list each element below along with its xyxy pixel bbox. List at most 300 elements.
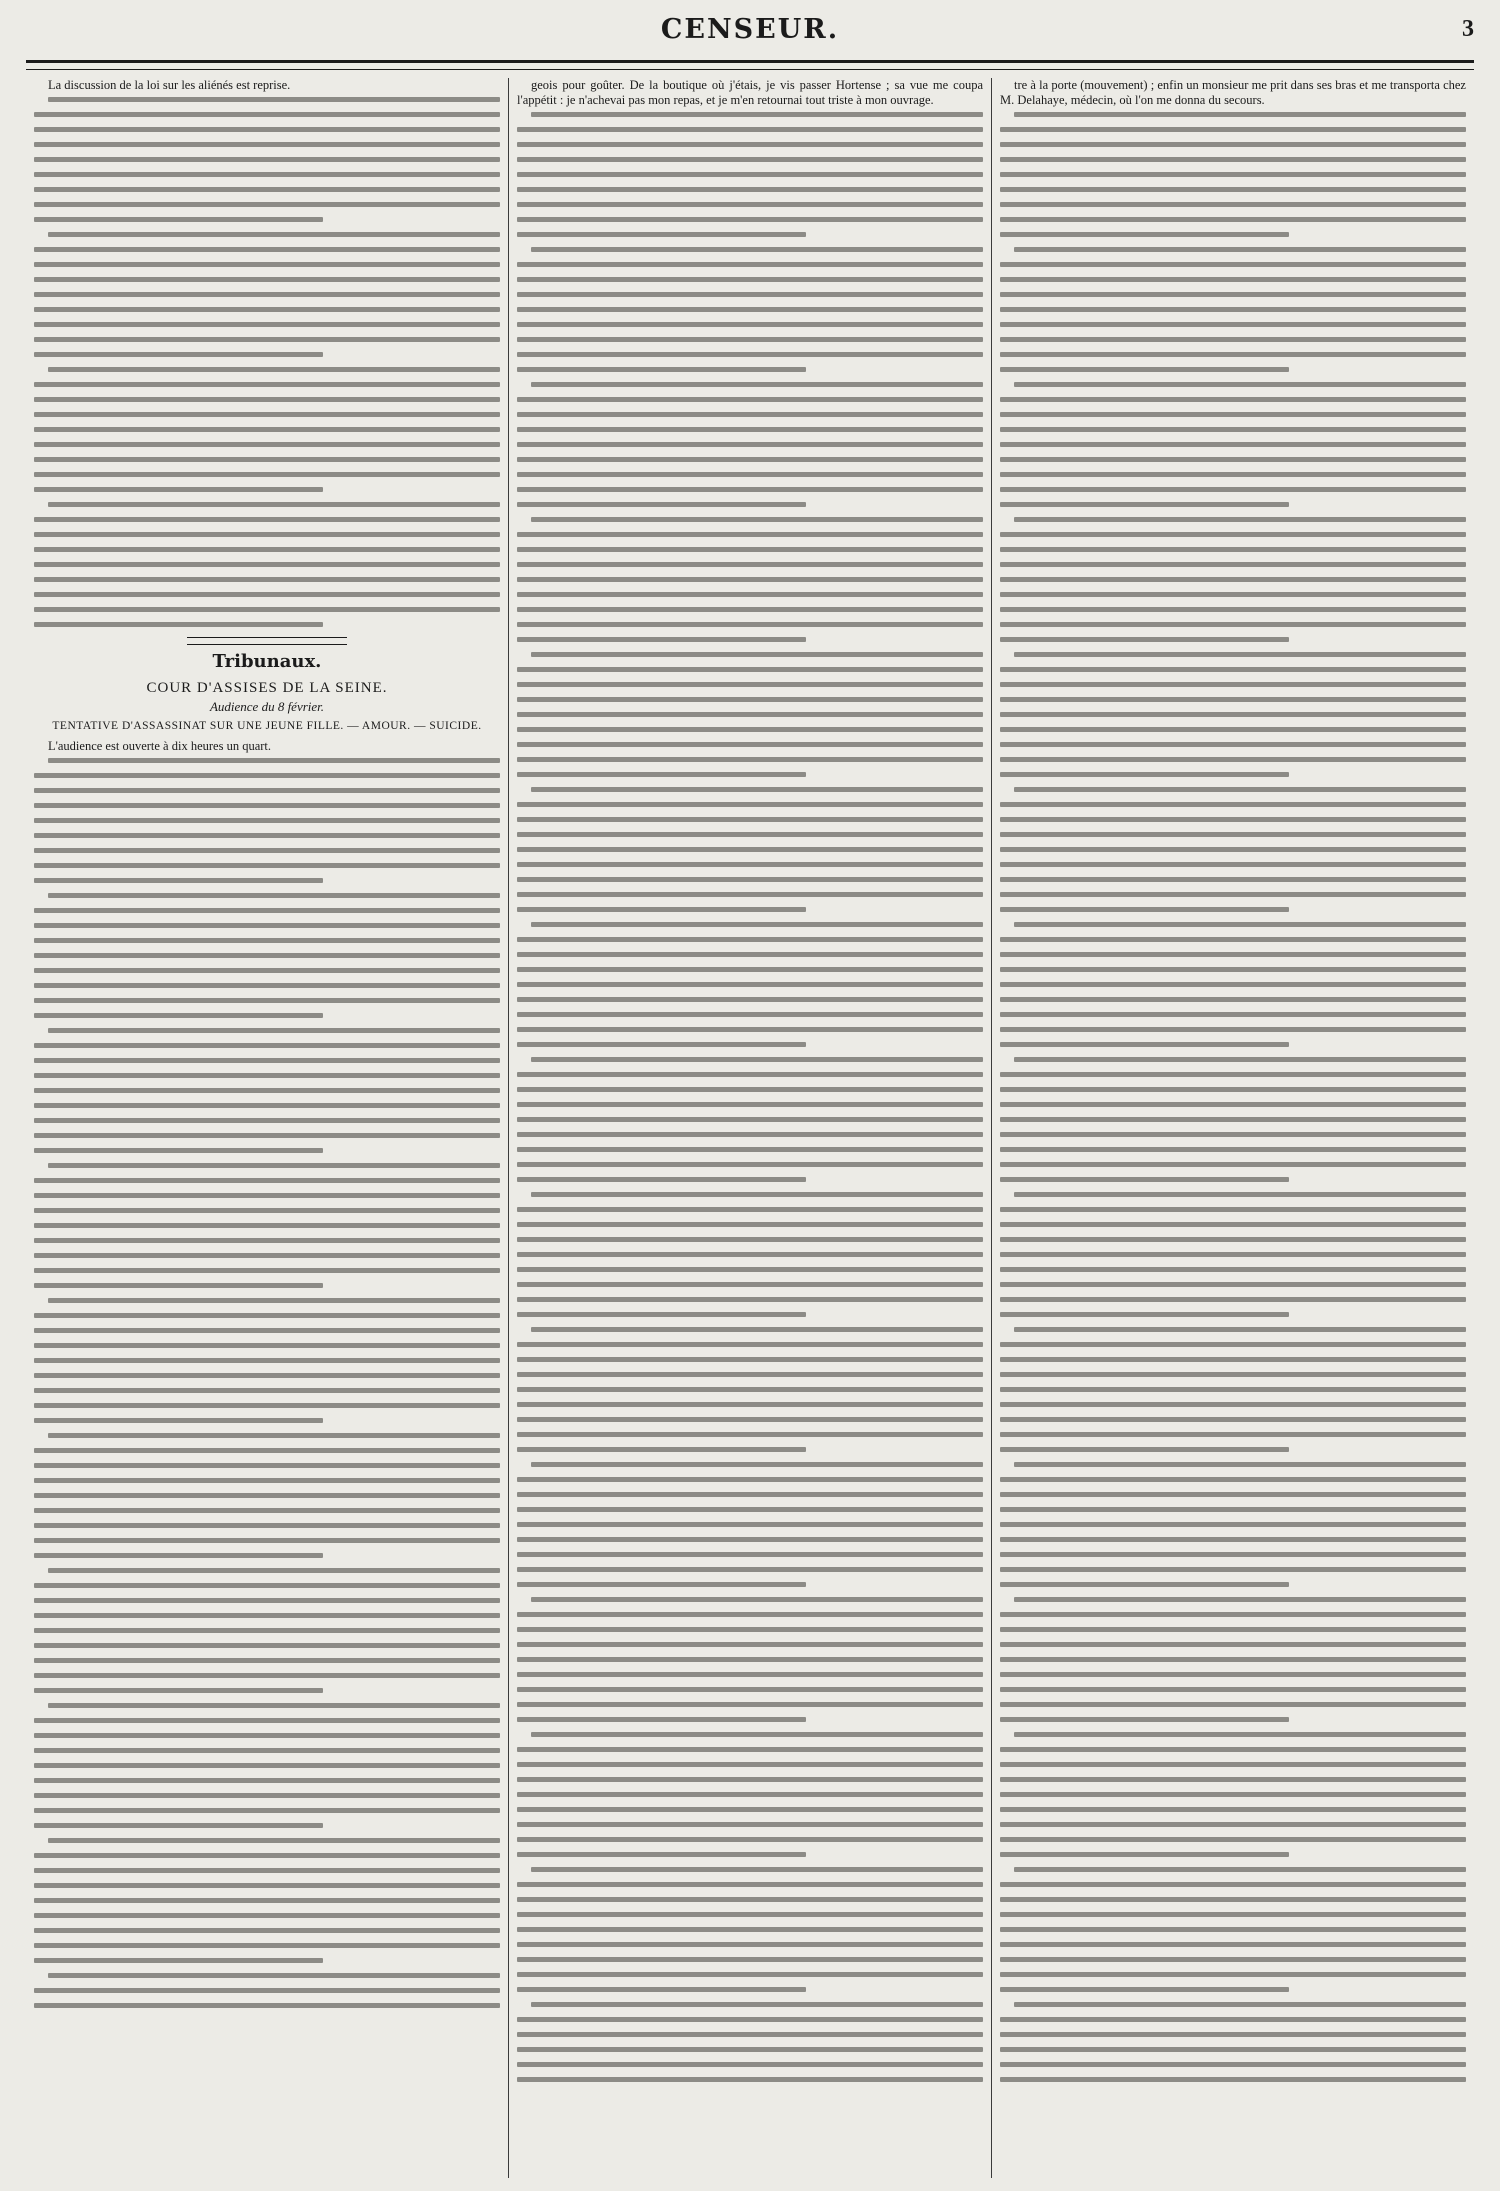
text-line — [517, 1717, 806, 1722]
text-line — [34, 773, 500, 778]
text-line — [34, 382, 500, 387]
text-line — [531, 652, 983, 657]
text-line — [34, 818, 500, 823]
text-line — [1000, 1297, 1466, 1302]
text-line — [517, 352, 983, 357]
text-line — [34, 1688, 323, 1693]
text-line — [34, 112, 500, 117]
text-line — [517, 1852, 806, 1857]
text-line — [34, 1988, 500, 1993]
text-line — [531, 2002, 983, 2007]
text-line — [34, 1073, 500, 1078]
text-line — [1000, 292, 1466, 297]
text-line — [48, 97, 500, 102]
text-line — [34, 1523, 500, 1528]
text-line — [517, 532, 983, 537]
text-line — [1000, 2077, 1466, 2082]
text-line — [34, 998, 500, 1003]
text-line — [1000, 862, 1466, 867]
text-line — [1000, 1282, 1466, 1287]
text-line — [517, 907, 806, 912]
text-line — [517, 742, 983, 747]
text-line — [517, 1417, 983, 1422]
text-line — [517, 1477, 983, 1482]
text-line — [34, 1853, 500, 1858]
column-3 — [991, 78, 1474, 2178]
text-line — [34, 1463, 500, 1468]
text-line — [517, 232, 806, 237]
text-line — [1000, 1342, 1466, 1347]
case-title: TENTATIVE D'ASSASSINAT SUR UNE JEUNE FILLE. — AMOUR. — SUICIDE. — [52, 720, 482, 732]
text-line — [34, 1253, 500, 1258]
text-line — [1000, 2062, 1466, 2067]
text-block — [34, 758, 500, 2008]
text-line — [34, 352, 323, 357]
text-line — [517, 1207, 983, 1212]
text-line — [517, 277, 983, 282]
text-line — [1014, 787, 1466, 792]
text-line — [517, 1627, 983, 1632]
text-line — [517, 1042, 806, 1047]
text-line — [1000, 457, 1466, 462]
text-line — [517, 502, 806, 507]
text-line — [34, 547, 500, 552]
text-line — [1000, 1717, 1289, 1722]
text-line — [517, 1882, 983, 1887]
text-line — [1000, 967, 1466, 972]
text-line — [1000, 1237, 1466, 1242]
text-line — [34, 863, 500, 868]
text-line — [1000, 1252, 1466, 1257]
text-line — [1014, 382, 1466, 387]
text-line — [1000, 2017, 1466, 2022]
text-line — [34, 1808, 500, 1813]
text-line — [517, 2032, 983, 2037]
text-line — [1000, 1387, 1466, 1392]
text-line — [34, 1598, 500, 1603]
text-line — [531, 517, 983, 522]
text-line — [1000, 1912, 1466, 1917]
text-line — [1000, 307, 1466, 312]
text-line — [517, 427, 983, 432]
text-line — [1000, 1687, 1466, 1692]
text-line — [517, 172, 983, 177]
text-line — [34, 1223, 500, 1228]
text-line — [34, 1673, 500, 1678]
text-line — [517, 1147, 983, 1152]
text-line — [517, 622, 983, 627]
text-line — [1000, 1822, 1466, 1827]
text-line — [517, 1822, 983, 1827]
text-line — [517, 1432, 983, 1437]
text-line — [1000, 1102, 1466, 1107]
text-line — [1000, 1177, 1289, 1182]
text-line — [1000, 397, 1466, 402]
text-line — [517, 877, 983, 882]
text-line — [1000, 1267, 1466, 1272]
text-line — [34, 1583, 500, 1588]
text-line — [1000, 742, 1466, 747]
text-line — [517, 1897, 983, 1902]
text-line — [34, 1823, 323, 1828]
text-line — [1000, 1957, 1466, 1962]
text-line — [1000, 937, 1466, 942]
text-line — [1000, 817, 1466, 822]
text-line — [517, 157, 983, 162]
text-line — [1014, 1597, 1466, 1602]
text-line — [34, 908, 500, 913]
text-line — [517, 1132, 983, 1137]
text-line — [1000, 892, 1466, 897]
text-line — [1000, 187, 1466, 192]
text-line — [1000, 1672, 1466, 1677]
text-line — [517, 697, 983, 702]
text-line — [517, 1957, 983, 1962]
text-line — [34, 322, 500, 327]
columns — [26, 78, 1474, 2178]
text-line — [48, 1838, 500, 1843]
text-line — [517, 1267, 983, 1272]
text-line — [517, 1372, 983, 1377]
text-line — [1000, 442, 1466, 447]
text-line — [34, 607, 500, 612]
text-line — [48, 1568, 500, 1573]
text-line — [1014, 922, 1466, 927]
text-line — [517, 547, 983, 552]
text-line — [34, 562, 500, 567]
text-line — [34, 848, 500, 853]
text-line — [1000, 682, 1466, 687]
text-line — [1000, 1777, 1466, 1782]
text-line — [1000, 1042, 1289, 1047]
text-line — [517, 562, 983, 567]
text-line — [1000, 157, 1466, 162]
text-line — [517, 1612, 983, 1617]
text-line — [1000, 727, 1466, 732]
text-line — [34, 1148, 323, 1153]
text-line — [1000, 1117, 1466, 1122]
text-line — [34, 1283, 323, 1288]
text-line — [34, 1208, 500, 1213]
text-line — [1000, 1507, 1466, 1512]
text-line — [517, 322, 983, 327]
audience-date: Audience du 8 février. — [209, 699, 325, 714]
text-line — [34, 1088, 500, 1093]
text-line — [34, 127, 500, 132]
column-2 — [508, 78, 991, 2178]
text-line — [517, 727, 983, 732]
text-line — [34, 878, 323, 883]
text-line — [1000, 472, 1466, 477]
text-line — [34, 1268, 500, 1273]
text-line — [1014, 112, 1466, 117]
section-heading-tribunaux: Tribunaux. — [34, 637, 500, 672]
text-line — [531, 1462, 983, 1467]
text-line — [531, 382, 983, 387]
text-line — [517, 667, 983, 672]
text-line — [34, 157, 500, 162]
text-line — [1000, 1612, 1466, 1617]
text-line — [34, 397, 500, 402]
text-line — [34, 1478, 500, 1483]
text-line — [517, 337, 983, 342]
text-line — [517, 472, 983, 477]
text-line — [34, 1643, 500, 1648]
text-line — [1000, 1432, 1466, 1437]
text-block — [1000, 112, 1466, 2082]
text-line — [1000, 1162, 1466, 1167]
text-line — [517, 1447, 806, 1452]
text-line — [1014, 1192, 1466, 1197]
text-line — [517, 1357, 983, 1362]
text-line — [1000, 532, 1466, 537]
text-line — [1000, 877, 1466, 882]
text-line — [1000, 607, 1466, 612]
text-line — [517, 1837, 983, 1842]
text-line — [1000, 1657, 1466, 1662]
text-line — [517, 1687, 983, 1692]
text-line — [34, 1943, 500, 1948]
text-line — [1000, 1747, 1466, 1752]
text-line — [517, 1807, 983, 1812]
text-line — [1000, 802, 1466, 807]
text-line — [517, 187, 983, 192]
text-line — [517, 817, 983, 822]
text-line — [517, 127, 983, 132]
text-line — [531, 1327, 983, 1332]
text-line — [517, 982, 983, 987]
text-line — [34, 1313, 500, 1318]
text-line — [517, 397, 983, 402]
text-line — [1000, 352, 1466, 357]
text-line — [517, 997, 983, 1002]
text-line — [1000, 1582, 1289, 1587]
text-line — [34, 1343, 500, 1348]
text-line — [1014, 652, 1466, 657]
text-line — [34, 1748, 500, 1753]
text-line — [517, 442, 983, 447]
text-line — [517, 1582, 806, 1587]
text-line — [34, 1778, 500, 1783]
text-line — [1000, 1762, 1466, 1767]
text-line — [1000, 1792, 1466, 1797]
text-line — [531, 247, 983, 252]
text-line — [1000, 592, 1466, 597]
text-line — [1000, 322, 1466, 327]
text-line — [517, 2017, 983, 2022]
text-line — [531, 1732, 983, 1737]
text-line — [1000, 1492, 1466, 1497]
text-line — [517, 1027, 983, 1032]
text-line — [1000, 1567, 1466, 1572]
text-line — [517, 937, 983, 942]
text-line — [1000, 577, 1466, 582]
text-line — [34, 1373, 500, 1378]
text-line — [34, 803, 500, 808]
text-line — [1000, 142, 1466, 147]
text-line — [517, 307, 983, 312]
text-line — [48, 502, 500, 507]
text-line — [34, 1403, 500, 1408]
text-line — [517, 1747, 983, 1752]
text-line — [517, 1012, 983, 1017]
text-line — [34, 1193, 500, 1198]
text-line — [517, 1282, 983, 1287]
text-line — [517, 757, 983, 762]
text-line — [34, 1928, 500, 1933]
column-1 — [26, 78, 508, 2178]
text-line — [1000, 772, 1289, 777]
text-line — [1000, 1897, 1466, 1902]
text-line — [1000, 1942, 1466, 1947]
text-line — [531, 1597, 983, 1602]
text-line — [1000, 847, 1466, 852]
text-line — [517, 1672, 983, 1677]
text-line — [34, 1388, 500, 1393]
text-line — [517, 292, 983, 297]
text-line — [34, 592, 500, 597]
text-line — [1000, 172, 1466, 177]
text-line — [1000, 1372, 1466, 1377]
text-line — [517, 1507, 983, 1512]
text-line — [517, 1237, 983, 1242]
text-line — [34, 472, 500, 477]
text-line — [531, 787, 983, 792]
text-line — [1000, 1357, 1466, 1362]
text-line — [517, 1762, 983, 1767]
text-line — [34, 1328, 500, 1333]
newspaper-title: CENSEUR. — [660, 14, 840, 45]
text-line — [1014, 1867, 1466, 1872]
text-line — [517, 712, 983, 717]
text-line — [34, 1628, 500, 1633]
text-line — [1000, 1642, 1466, 1647]
text-line — [517, 1537, 983, 1542]
text-line — [1000, 1447, 1289, 1452]
text-line — [1000, 637, 1289, 642]
column-2-opening: geois pour goûter. De la boutique où j'étais, je vis passer Hortense ; sa vue me coupa l'appétit : je n'achevai pas mon repas, et je m'en retournai tout triste à mon ouvrage. — [517, 78, 983, 107]
text-line — [34, 292, 500, 297]
text-line — [517, 577, 983, 582]
text-line — [1000, 1537, 1466, 1542]
text-line — [1000, 1222, 1466, 1227]
text-line — [517, 1912, 983, 1917]
text-line — [1000, 547, 1466, 552]
text-line — [34, 953, 500, 958]
text-line — [1014, 247, 1466, 252]
text-line — [1000, 562, 1466, 567]
text-line — [517, 862, 983, 867]
text-line — [34, 1883, 500, 1888]
text-line — [34, 1958, 323, 1963]
text-line — [517, 487, 983, 492]
text-line — [48, 232, 500, 237]
text-line — [34, 1418, 323, 1423]
text-line — [531, 1192, 983, 1197]
text-line — [34, 1913, 500, 1918]
text-line — [34, 788, 500, 793]
text-line — [517, 1162, 983, 1167]
text-line — [34, 1538, 500, 1543]
text-line — [1000, 502, 1289, 507]
text-line — [517, 1087, 983, 1092]
text-line — [34, 2003, 500, 2008]
text-line — [34, 1358, 500, 1363]
text-line — [1000, 127, 1466, 132]
text-line — [1000, 832, 1466, 837]
column-3-opening: tre à la porte (mouvement) ; enfin un monsieur me prit dans ses bras et me transporta chez M. Delahaye, médecin, où l'on me donna du secours. — [1000, 78, 1466, 107]
text-block — [517, 112, 983, 2082]
text-line — [34, 1493, 500, 1498]
text-line — [517, 1927, 983, 1932]
text-line — [1000, 1882, 1466, 1887]
text-line — [34, 1508, 500, 1513]
text-line — [48, 893, 500, 898]
text-line — [1000, 667, 1466, 672]
text-line — [1000, 1132, 1466, 1137]
text-line — [34, 142, 500, 147]
text-line — [34, 983, 500, 988]
text-line — [517, 1402, 983, 1407]
text-line — [34, 968, 500, 973]
text-line — [1000, 337, 1466, 342]
column-1-opening: La discussion de la loi sur les aliénés est reprise. — [48, 78, 291, 92]
text-line — [1000, 1702, 1466, 1707]
text-line — [1000, 487, 1466, 492]
text-line — [34, 1793, 500, 1798]
text-line — [517, 607, 983, 612]
text-line — [34, 1058, 500, 1063]
text-line — [1014, 517, 1466, 522]
text-line — [48, 1298, 500, 1303]
text-line — [517, 1102, 983, 1107]
text-line — [1000, 262, 1466, 267]
page-number: 3 — [1462, 16, 1474, 42]
text-line — [1000, 202, 1466, 207]
text-line — [1000, 2047, 1466, 2052]
text-line — [1000, 1987, 1289, 1992]
text-line — [34, 1718, 500, 1723]
text-line — [517, 952, 983, 957]
text-line — [34, 517, 500, 522]
text-line — [1000, 1417, 1466, 1422]
text-line — [1000, 757, 1466, 762]
text-line — [34, 1868, 500, 1873]
text-line — [48, 1433, 500, 1438]
text-line — [34, 833, 500, 838]
text-line — [517, 1942, 983, 1947]
text-line — [517, 1387, 983, 1392]
text-line — [517, 1702, 983, 1707]
text-line — [1000, 1147, 1466, 1152]
text-line — [1014, 1057, 1466, 1062]
text-line — [517, 1552, 983, 1557]
text-line — [34, 577, 500, 582]
text-line — [34, 1043, 500, 1048]
text-line — [517, 217, 983, 222]
text-line — [34, 1658, 500, 1663]
text-line — [517, 142, 983, 147]
text-line — [1000, 697, 1466, 702]
text-line — [48, 1163, 500, 1168]
text-line — [1014, 2002, 1466, 2007]
text-line — [34, 307, 500, 312]
text-line — [34, 1763, 500, 1768]
text-line — [34, 923, 500, 928]
text-line — [1000, 712, 1466, 717]
text-line — [517, 1777, 983, 1782]
text-line — [1000, 1087, 1466, 1092]
